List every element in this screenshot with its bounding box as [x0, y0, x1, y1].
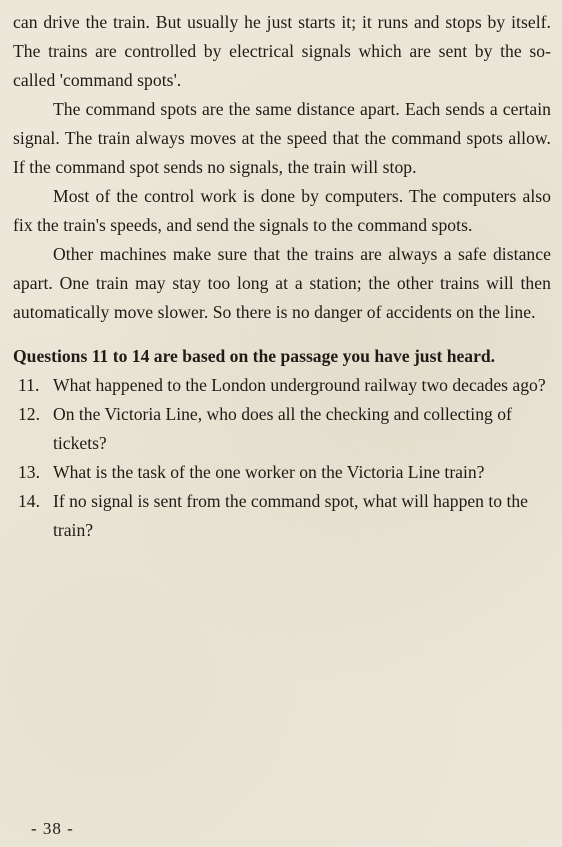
passage-paragraph-1: can drive the train. But usually he just starts it; it runs and stops by itself. The trains are controlled by electrical signals which are sent by the so-called 'command spots'. [13, 12, 551, 90]
page-number: - 38 - [31, 819, 74, 838]
question-text: On the Victoria Line, who does all the checking and collecting of tickets? [53, 404, 512, 453]
question-text: If no signal is sent from the command spot, what will happen to the train? [53, 491, 528, 540]
question-item [13, 400, 551, 458]
questions-list [13, 371, 551, 545]
passage-paragraph-2: The command spots are the same distance apart. Each sends a certain signal. The train always moves at the speed that the command spots allow. If the command spot sends no signals, the train will stop. [13, 99, 551, 177]
passage-paragraph-4: Other machines make sure that the trains are always a safe distance apart. One train may stay too long at a station; the other trains will then automatically move slower. So there is no danger of accidents on the line. [13, 244, 551, 322]
question-number: 14. [18, 491, 40, 511]
question-text: What happened to the London underground railway two decades ago? [53, 375, 546, 395]
question-item [13, 458, 551, 487]
question-number: 11. [18, 375, 40, 395]
question-number: 12. [18, 404, 40, 424]
question-item [13, 487, 551, 545]
question-item [13, 371, 551, 400]
question-text: What is the task of the one worker on the Victoria Line train? [53, 462, 485, 482]
passage-paragraph-3: Most of the control work is done by computers. The computers also fix the train's speeds, and send the signals to the command spots. [13, 186, 551, 235]
questions-heading: Questions 11 to 14 are based on the passage you have just heard. [13, 346, 496, 366]
passage-text-block [13, 8, 551, 545]
question-number: 13. [18, 462, 40, 482]
